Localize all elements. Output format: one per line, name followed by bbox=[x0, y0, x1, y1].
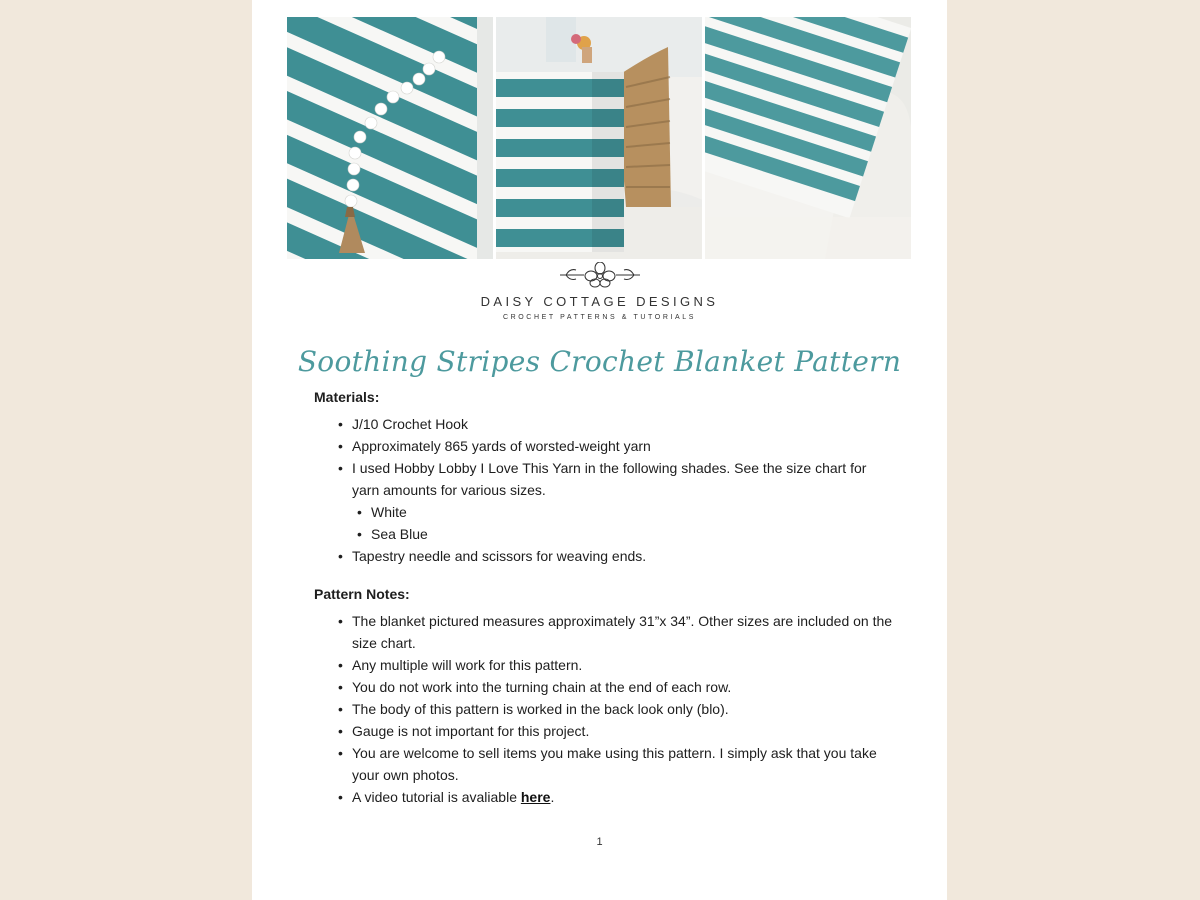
materials-heading: Materials: bbox=[314, 389, 380, 405]
list-item: • The body of this pattern is worked in the back look only (blo). bbox=[352, 698, 894, 720]
page-number: 1 bbox=[596, 836, 603, 848]
pattern-notes-list bbox=[314, 610, 894, 808]
list-item: • Tapestry needle and scissors for weaving ends. bbox=[352, 545, 894, 567]
list-item bbox=[352, 786, 894, 808]
list-item: • Gauge is not important for this project. bbox=[352, 720, 894, 742]
list-item: • Approximately 865 yards of worsted-weight yarn bbox=[352, 435, 894, 457]
brand-name: DAISY COTTAGE DESIGNS bbox=[480, 294, 719, 309]
pattern-notes-heading: Pattern Notes: bbox=[314, 586, 410, 602]
video-tutorial-link[interactable]: here bbox=[520, 789, 551, 805]
pattern-title: Soothing Stripes Crochet Blanket Pattern bbox=[297, 345, 902, 378]
blanket-photo-basket bbox=[496, 17, 702, 259]
list-item: • You do not work into the turning chain at the end of each row. bbox=[352, 676, 894, 698]
shade-item: • Sea Blue bbox=[371, 523, 894, 545]
video-text: A video tutorial is avaliable bbox=[352, 789, 521, 805]
materials-list bbox=[314, 413, 894, 567]
blanket-photo-chair bbox=[705, 17, 911, 259]
brand-tagline: CROCHET PATTERNS & TUTORIALS bbox=[502, 314, 697, 321]
list-item: • Any multiple will work for this pattern. bbox=[352, 654, 894, 676]
list-item: • You are welcome to sell items you make using this pattern. I simply ask that you take your own photos. bbox=[352, 742, 894, 786]
list-item: • J/10 Crochet Hook bbox=[352, 413, 894, 435]
list-item bbox=[352, 457, 894, 545]
photo-strip bbox=[287, 17, 911, 259]
list-item: • The blanket pictured measures approximately 31”x 34”. Other sizes are included on the size chart. bbox=[352, 610, 894, 654]
video-suffix: . bbox=[550, 789, 555, 805]
yarn-shades-list bbox=[352, 501, 894, 545]
document-page bbox=[252, 0, 947, 900]
pattern-content bbox=[314, 387, 894, 808]
daisy-logo-icon bbox=[558, 262, 642, 288]
list-item-text: I used Hobby Lobby I Love This Yarn in the following shades. See the size chart for yarn amounts for various sizes. bbox=[352, 460, 867, 498]
blanket-photo-garland bbox=[287, 17, 493, 259]
brand-logo bbox=[252, 262, 947, 321]
shade-item: • White bbox=[371, 501, 894, 523]
